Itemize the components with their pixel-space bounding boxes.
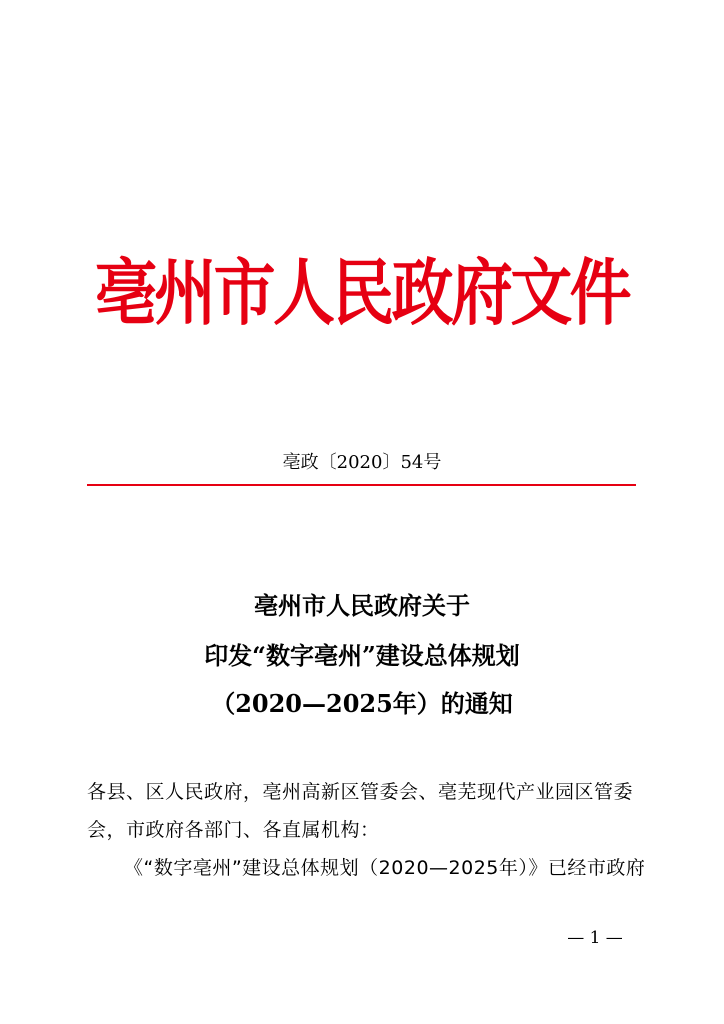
red-separator-line [87,484,636,486]
recipients-line-2: 会，市政府各部门、各直属机构： [87,819,380,841]
notice-title-line-2: 印发“数字亳州”建设总体规划 [204,641,520,670]
notice-title-line-1: 亳州市人民政府关于 [254,591,470,620]
notice-title-line-3: （2020—2025年）的通知 [211,689,513,718]
document-number: 亳政〔2020〕54号 [282,452,442,473]
document-header-title: 亳州市人民政府文件 [94,251,630,335]
body-text-line-1: 《“数字亳州”建设总体规划（2020—2025年）》已经市政府 [124,857,646,879]
page-number: — 1 — [567,928,623,948]
recipients-line-1: 各县、区人民政府，亳州高新区管委会、亳芜现代产业园区管委 [87,781,634,803]
